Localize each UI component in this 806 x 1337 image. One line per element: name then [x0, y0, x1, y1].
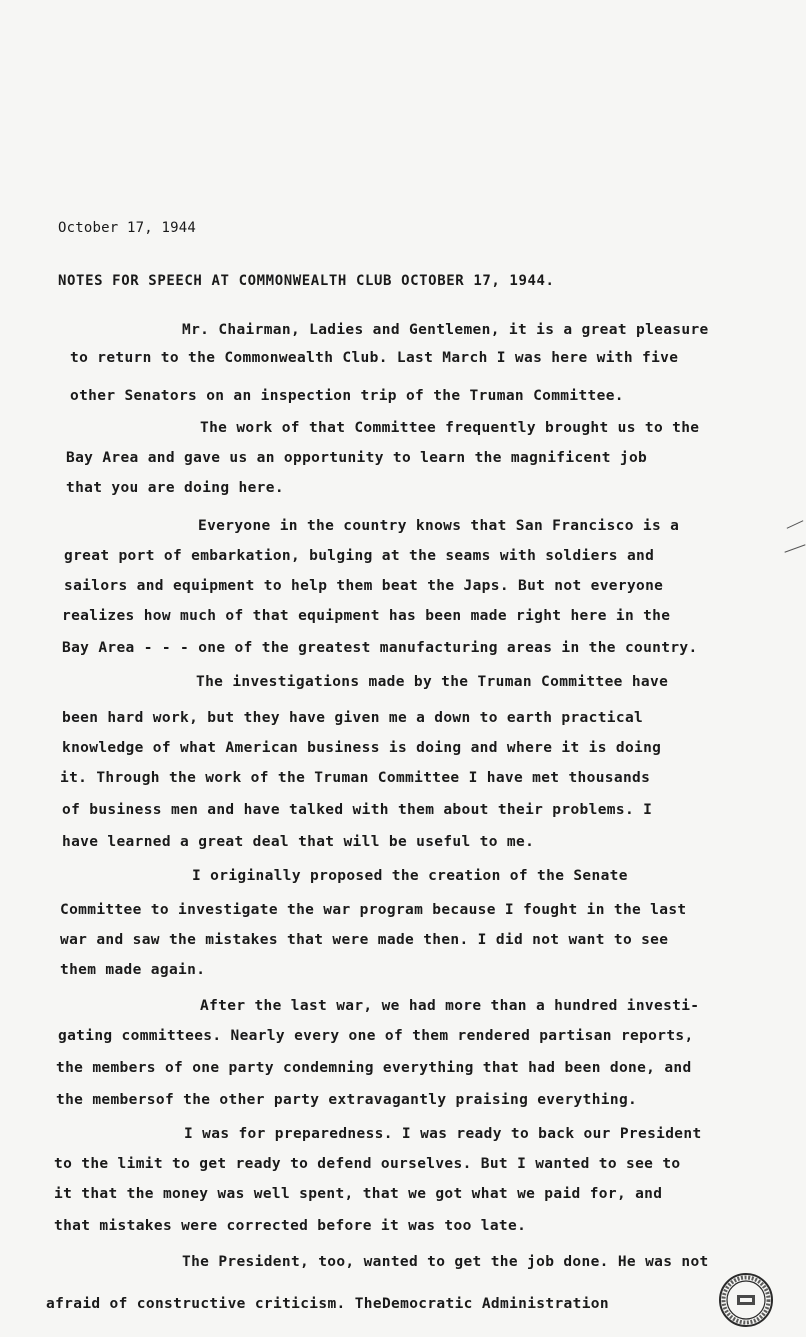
text-line: The work of that Committee frequently brought us to the [200, 420, 700, 436]
text-line: the membersof the other party extravagantly praising everything. [56, 1092, 638, 1108]
margin-mark [787, 520, 804, 529]
text-line: to return to the Commonwealth Club. Last March I was here with five [70, 350, 679, 366]
text-line: The investigations made by the Truman Committee have [196, 674, 669, 690]
text-line: been hard work, but they have given me a down to earth practical [62, 710, 644, 726]
text-line: the members of one party condemning everything that had been done, and [56, 1060, 692, 1076]
text-line: war and saw the mistakes that were made then. I did not want to see [60, 932, 669, 948]
text-line: to the limit to get ready to defend ourselves. But I wanted to see to [54, 1156, 681, 1172]
text-line: Mr. Chairman, Ladies and Gentlemen, it is a great pleasure [182, 322, 709, 338]
text-line: Committee to investigate the war program because I fought in the last [60, 902, 687, 918]
document-date: October 17, 1944 [58, 220, 197, 236]
text-line: gating committees. Nearly every one of them rendered partisan reports, [58, 1028, 694, 1044]
text-line: that mistakes were corrected before it was too late. [54, 1218, 527, 1234]
text-line: it. Through the work of the Truman Committee I have met thousands [60, 770, 651, 786]
text-line: knowledge of what American business is doing and where it is doing [62, 740, 662, 756]
document-heading: NOTES FOR SPEECH AT COMMONWEALTH CLUB OCTOBER 17, 1944. [58, 273, 555, 289]
text-line: great port of embarkation, bulging at the seams with soldiers and [64, 548, 655, 564]
margin-mark [784, 544, 805, 552]
text-line: it that the money was well spent, that we got what we paid for, and [54, 1186, 663, 1202]
text-line: afraid of constructive criticism. TheDemocratic Administration [46, 1296, 609, 1312]
text-line: I originally proposed the creation of the Senate [192, 868, 628, 884]
text-line: Bay Area and gave us an opportunity to learn the magnificent job [66, 450, 648, 466]
text-line: have learned a great deal that will be useful to me. [62, 834, 535, 850]
text-line: The President, too, wanted to get the job done. He was not [182, 1254, 709, 1270]
text-line: sailors and equipment to help them beat the Japs. But not everyone [64, 578, 664, 594]
text-line: Bay Area - - - one of the greatest manufacturing areas in the country. [62, 640, 698, 656]
text-line: Everyone in the country knows that San Francisco is a [198, 518, 680, 534]
text-line: of business men and have talked with them about their problems. I [62, 802, 653, 818]
text-line: other Senators on an inspection trip of the Truman Committee. [70, 388, 624, 404]
text-line: I was for preparedness. I was ready to back our President [184, 1126, 702, 1142]
text-line: realizes how much of that equipment has been made right here in the [62, 608, 671, 624]
library-stamp-icon [718, 1272, 774, 1328]
text-line: After the last war, we had more than a hundred investi- [200, 998, 700, 1014]
text-line: that you are doing here. [66, 480, 284, 496]
text-line: them made again. [60, 962, 206, 978]
